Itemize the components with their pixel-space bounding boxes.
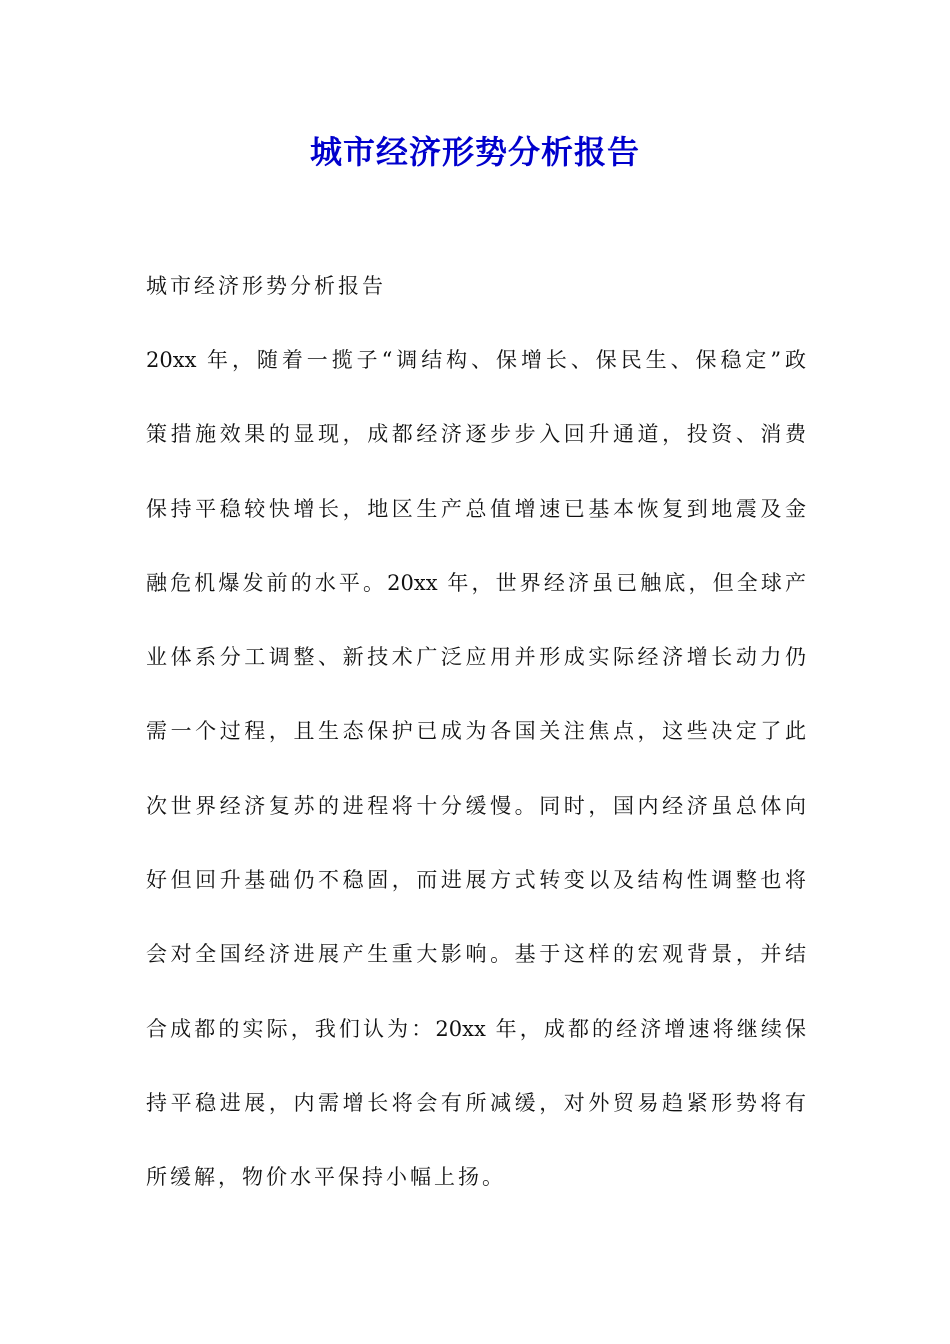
body-line: 所缓解，物价水平保持小幅上扬。 [146,1165,506,1190]
body-line: 会对全国经济进展产生重大影响。基于这样的宏观背景，并结 [146,942,806,967]
body-line: 业体系分工调整、新技术广泛应用并形成实际经济增长动力仍 [146,645,806,670]
body-line: 好但回升基础仍不稳固，而进展方式转变以及结构性调整也将 [146,868,806,893]
body-line: 融危机爆发前的水平。20xx 年，世界经济虽已触底，但全球产 [146,570,806,595]
body-line: 20xx 年，随着一揽子“调结构、保增长、保民生、保稳定”政 [146,348,806,372]
body-line: 需一个过程，且生态保护已成为各国关注焦点，这些决定了此 [146,719,806,744]
body-line: 次世界经济复苏的进程将十分缓慢。同时，国内经济虽总体向 [146,793,806,818]
document-body [146,342,806,1234]
body-line: 策措施效果的显现，成都经济逐步步入回升通道，投资、消费 [146,422,806,447]
document-title: 城市经济形势分析报告 [309,133,640,171]
body-line: 持平稳进展，内需增长将会有所减缓，对外贸易趋紧形势将有 [146,1090,806,1115]
body-line: 合成都的实际，我们认为：20xx 年，成都的经济增速将继续保 [146,1016,806,1041]
document-subtitle: 城市经济形势分析报告 [146,274,386,298]
body-line: 保持平稳较快增长，地区生产总值增速已基本恢复到地震及金 [146,496,806,521]
